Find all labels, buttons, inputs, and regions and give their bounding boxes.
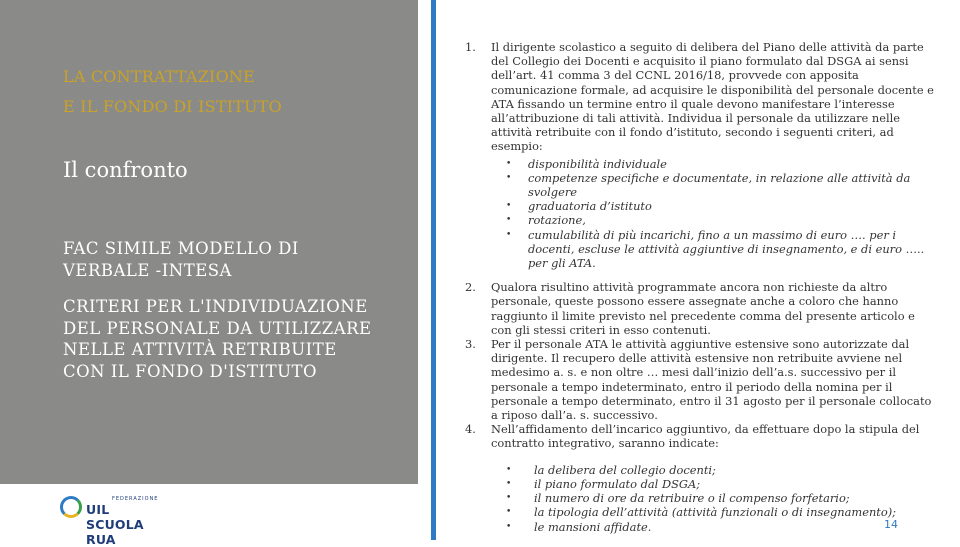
item-number: 3. [465, 337, 476, 352]
list-item: • cumulabilità di più incarichi, fino a un massimo di euro …. per i docenti, escluse le attività aggiuntive di insegnamento, e di euro ….. per gli ATA. [506, 227, 925, 271]
slide-title [63, 62, 403, 122]
uil-scuola-logo [60, 494, 170, 547]
content-body [465, 40, 935, 534]
title-line-2: E IL FONDO DI ISTITUTO [63, 97, 282, 116]
list-item: • il numero di ore da retribuire o il compenso forfetario; [506, 491, 850, 506]
criteria-list [465, 157, 935, 271]
item-number: 1. [465, 40, 476, 54]
list-item: • rotazione, [506, 213, 586, 228]
list-item [465, 40, 935, 154]
fac-simile-heading: FAC SIMILE MODELLO DI VERBALE -INTESA [63, 239, 299, 280]
list-item: • graduatoria d’istituto [506, 199, 652, 214]
title-line-1: LA CONTRATTAZIONE [63, 67, 255, 86]
list-item: • il piano formulato dal DSGA; [506, 476, 701, 491]
criteri-heading: CRITERI PER L'INDIVIDUAZIONE DEL PERSONALE DA UTILIZZARE NELLE ATTIVITÀ RETRIBUITE CON IL FONDO D'ISTITUTO [63, 297, 372, 381]
list-item [465, 280, 935, 337]
item-number: 4. [465, 422, 476, 437]
item-number: 2. [465, 280, 476, 295]
accent-bar [431, 0, 436, 540]
logo-small-text: FEDERAZIONE [112, 496, 159, 502]
list-item: • disponibilità individuale [506, 156, 667, 171]
logo-text: UIL SCUOLA RUA [86, 502, 144, 547]
item-text: Per il personale ATA le attività aggiuntive estensive sono autorizzate dal dirigente. Il recupero delle attività estensive non retribuite avviene nel medesimo a. s. e non oltre … mesi dall’inizio dell’a.s. successivo per il personale a tempo indeterminato, entro il periodo della nomina per il personale a tempo determinato, entro il 31 agosto per il personale collocato a riposo dall’a. s. successivo. [491, 337, 932, 423]
slide-subtitle: Il confronto [63, 158, 188, 182]
list-item: • competenze specifiche e documentate, in relazione alle attività da svolgere [506, 170, 911, 200]
assignment-list [465, 463, 935, 534]
list-item: • la tipologia dell’attività (attività funzionali o di insegnamento); [506, 505, 897, 520]
item-text: Qualora risultino attività programmate ancora non richieste da altro personale, queste possono essere assegnate anche a coloro che hanno raggiunto il limite previsto nel precedente comma del presente articolo e con gli stessi criteri in esso contenuti. [491, 280, 915, 337]
logo-mark-icon [60, 496, 82, 518]
item-text: Il dirigente scolastico a seguito di delibera del Piano delle attività da parte del Collegio dei Docenti e acquisito il piano formulato dal DSGA ai sensi dell’art. 41 comma 3 del CCNL 2016/18, provvede con apposita comunicazione formale, ad acquisire le disponibilità del personale docente e ATA fissando un termine entro il quale devono manifestare l’interesse all’attribuzione di tali attività. Individua il personale da utilizzare nelle attività retribuite con il fondo d’istituto, secondo i seguenti criteri, ad esempio: [491, 40, 934, 154]
page-number: 14 [884, 518, 898, 531]
list-item [465, 422, 935, 450]
item-text: Nell’affidamento dell’incarico aggiuntivo, da effettuare dopo la stipula del contratto integrativo, saranno indicate: [491, 422, 920, 451]
list-item [465, 337, 935, 422]
list-item: • le mansioni affidate. [506, 519, 652, 534]
list-item: • la delibera del collegio docenti; [506, 462, 716, 477]
